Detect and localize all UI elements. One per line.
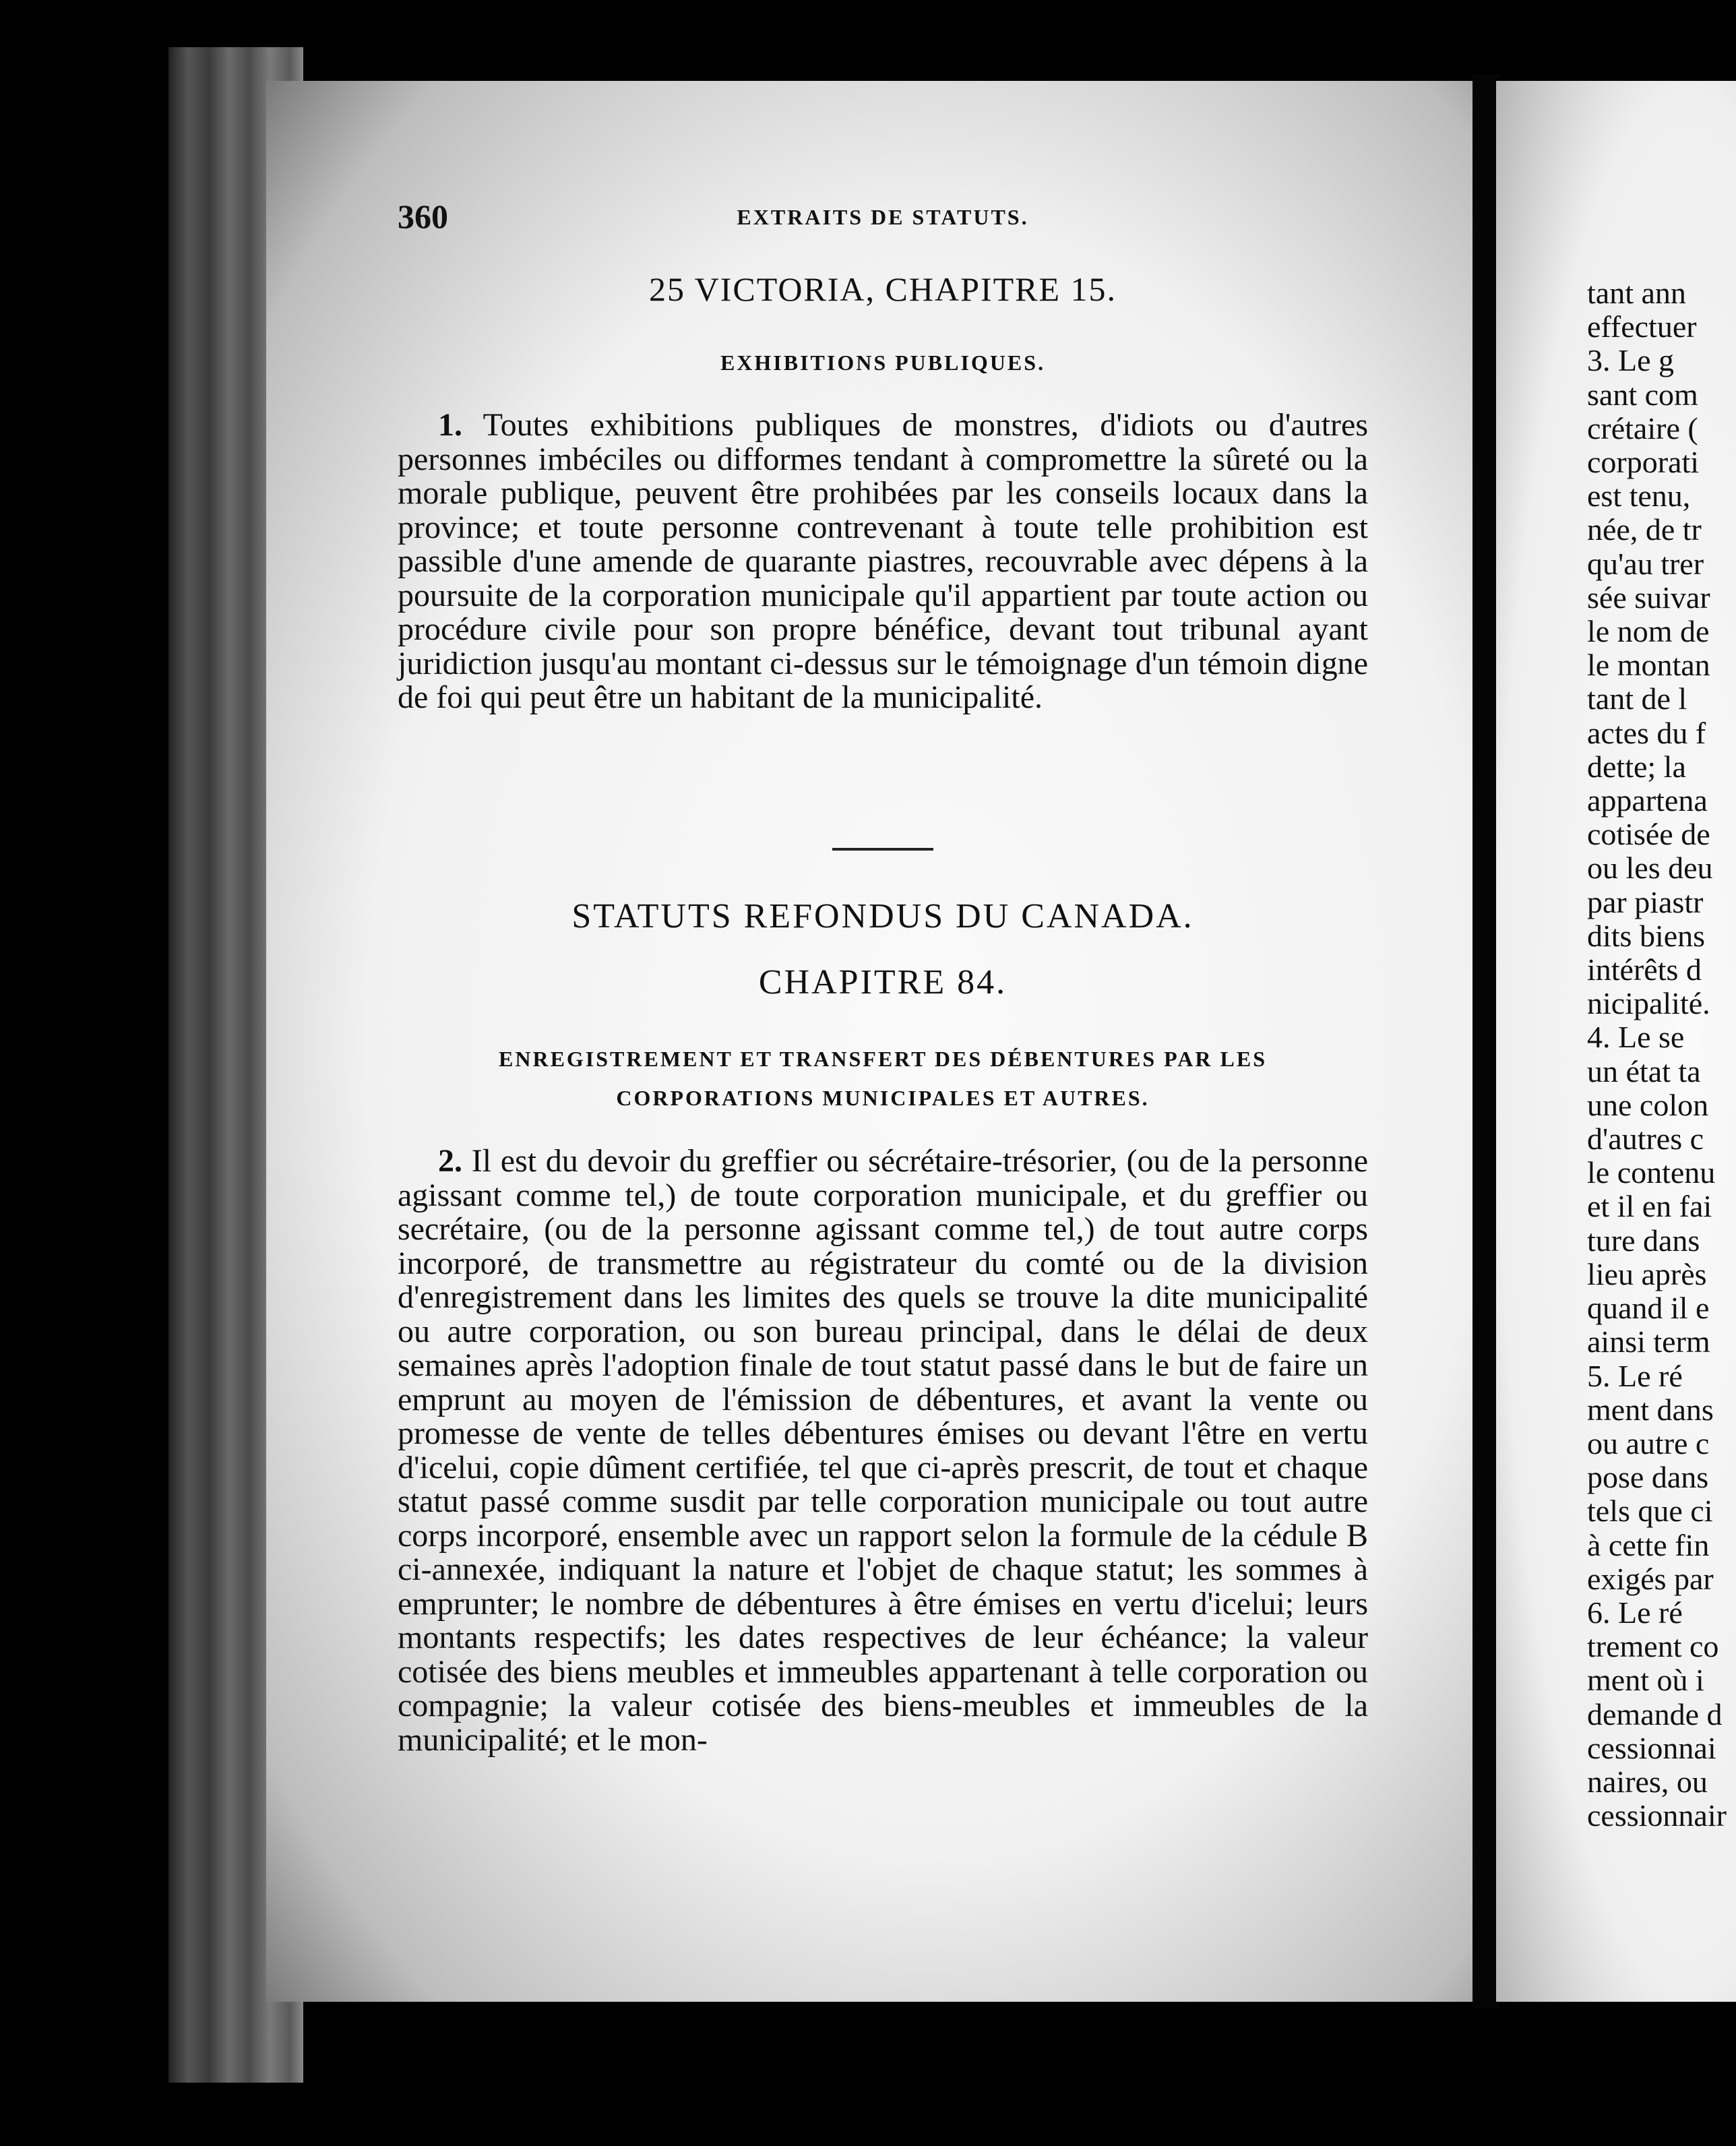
right-page-line: cessionnair [1587, 1798, 1727, 1833]
section2-subheading: ENREGISTREMENT ET TRANSFERT DES DÉBENTURES PAR LES CORPORATIONS MUNICIPALES ET AUTRES. [499, 1047, 1267, 1110]
right-page-line: ment dans [1587, 1392, 1714, 1427]
section2-paragraph [398, 1144, 1368, 1757]
right-page-line: née, de tr [1587, 512, 1702, 547]
right-page-line: tels que ci [1587, 1494, 1713, 1529]
section2-para-text: Il est du devoir du greffier ou sécrétaire-trésorier, (ou de la personne agissant comme tel,) de toute corporation municipale, et du greffier ou secrétaire, (ou de la personne agissant comme tel,) de tout autre corps incorporé, de transmettre au régistrateur du comté ou de la division d'enregistrement dans les limites des quels se trouve la dite municipalité ou autre corporation, ou son bureau principal, dans le délai de deux semaines après l'adoption finale de tout statut passé dans le but de faire un emprunt au moyen de l'émission de débentures, et avant la vente ou promesse de vente de telles débentures émises ou devant l'être en vertu d'icelui, copie dûment certifiée, tel que ci-après prescrit, de tout et chaque statut passé comme susdit par telle corporation municipale ou tout autre corps incorporé, ensemble avec un rapport selon la formule de la cédule B ci-annexée, indiquant la nature et l'objet de chaque statut; les sommes à emprunter; le nombre de débentures à être émises en vertu d'icelui; leurs montants respectifs; les dates respectives de leur échéance; la valeur cotisée des biens meubles et immeubles appartenant à telle corporation ou compagnie; la valeur cotisée des biens-meubles et immeubles de la municipalité; et le mon- [398, 1143, 1368, 1758]
section2-heading: STATUTS REFONDUS DU CANADA. [571, 897, 1194, 936]
right-page-line: tant ann [1587, 276, 1686, 310]
right-page-line: qu'au trer [1587, 546, 1704, 581]
right-page-line: sant com [1587, 377, 1698, 412]
page-number: 360 [398, 197, 448, 235]
right-page-line: et il en fai [1587, 1189, 1712, 1224]
right-page-line: un état ta [1587, 1053, 1701, 1089]
right-page-line: appartena [1587, 783, 1708, 818]
right-page-line: trement co [1587, 1629, 1719, 1664]
right-page-line: ou les deu [1587, 851, 1713, 886]
right-page-line: dette; la [1587, 749, 1686, 784]
section2-chapter: CHAPITRE 84. [758, 963, 1008, 1002]
right-page-line: 5. Le ré [1587, 1358, 1683, 1393]
right-page-line: une colon [1587, 1087, 1709, 1122]
right-page-line: à cette fin [1587, 1527, 1710, 1562]
right-page-line: 4. Le se [1587, 1020, 1685, 1055]
section1-para-text: Toutes exhibitions publiques de monstres, d'idiots ou d'autres personnes imbéciles ou difformes tendant à compromettre la sûreté ou la morale publique, peuvent être prohibées par les conseils locaux dans la province; et toute personne contrevenant à toute telle prohibition est passible d'une amende de quarante piastres, recouvrable avec dépens à la poursuite de la corporation municipale qu'il appartient par toute action ou procédure civile pour son propre bénéfice, devant tout tribunal ayant juridiction jusqu'au montant ci-dessus sur le témoignage d'un témoin digne de foi qui peut être un habitant de la municipalité. [398, 407, 1368, 715]
right-page-line: actes du f [1587, 715, 1706, 750]
right-page-line: effectuer [1587, 309, 1697, 344]
right-page-line: est tenu, [1587, 479, 1691, 514]
right-page-line: quand il e [1587, 1291, 1710, 1326]
right-page-line: naires, ou [1587, 1764, 1708, 1799]
right-page-line: lieu après [1587, 1256, 1707, 1291]
right-page-line: dits biens [1587, 918, 1706, 953]
right-page-line: pose dans [1587, 1460, 1709, 1495]
right-page-line: intérêts d [1587, 952, 1702, 987]
right-page-line: demande d [1587, 1696, 1723, 1731]
right-page-line: corporati [1587, 445, 1700, 480]
section1-paragraph [398, 408, 1368, 715]
right-page-line: cotisée de [1587, 817, 1710, 852]
right-page-line: ainsi term [1587, 1324, 1710, 1359]
right-page-line: ou autre c [1587, 1425, 1710, 1461]
running-title: EXTRAITS DE STATUTS. [737, 205, 1029, 229]
right-page-line: exigés par [1587, 1561, 1714, 1596]
running-head [398, 197, 1368, 237]
section1-subheading: EXHIBITIONS PUBLIQUES. [720, 350, 1046, 375]
right-page-line: 3. Le g [1587, 343, 1675, 378]
right-page-line: ment où i [1587, 1663, 1704, 1698]
right-page-line: sée suivar [1587, 580, 1710, 615]
book-gutter [1472, 74, 1499, 2009]
right-page-line: par piastr [1587, 884, 1704, 919]
right-page-text [1587, 276, 1736, 1833]
section-divider [832, 848, 933, 851]
right-page-line: le contenu [1587, 1155, 1716, 1190]
section2-para-number: 2. [438, 1143, 462, 1179]
right-page-line: cessionnai [1587, 1730, 1716, 1765]
right-page-line: nicipalité. [1587, 986, 1710, 1021]
right-page-line: 6. Le ré [1587, 1595, 1683, 1630]
right-page-line: ture dans [1587, 1223, 1700, 1258]
right-page-line: d'autres c [1587, 1122, 1704, 1157]
section1-para-number: 1. [438, 407, 462, 443]
right-page-line: le nom de [1587, 614, 1710, 649]
right-page-line: crétaire ( [1587, 410, 1698, 446]
right-page-line: tant de l [1587, 681, 1687, 716]
right-page-line: le montan [1587, 648, 1710, 683]
section1-heading: 25 VICTORIA, CHAPITRE 15. [648, 270, 1117, 308]
